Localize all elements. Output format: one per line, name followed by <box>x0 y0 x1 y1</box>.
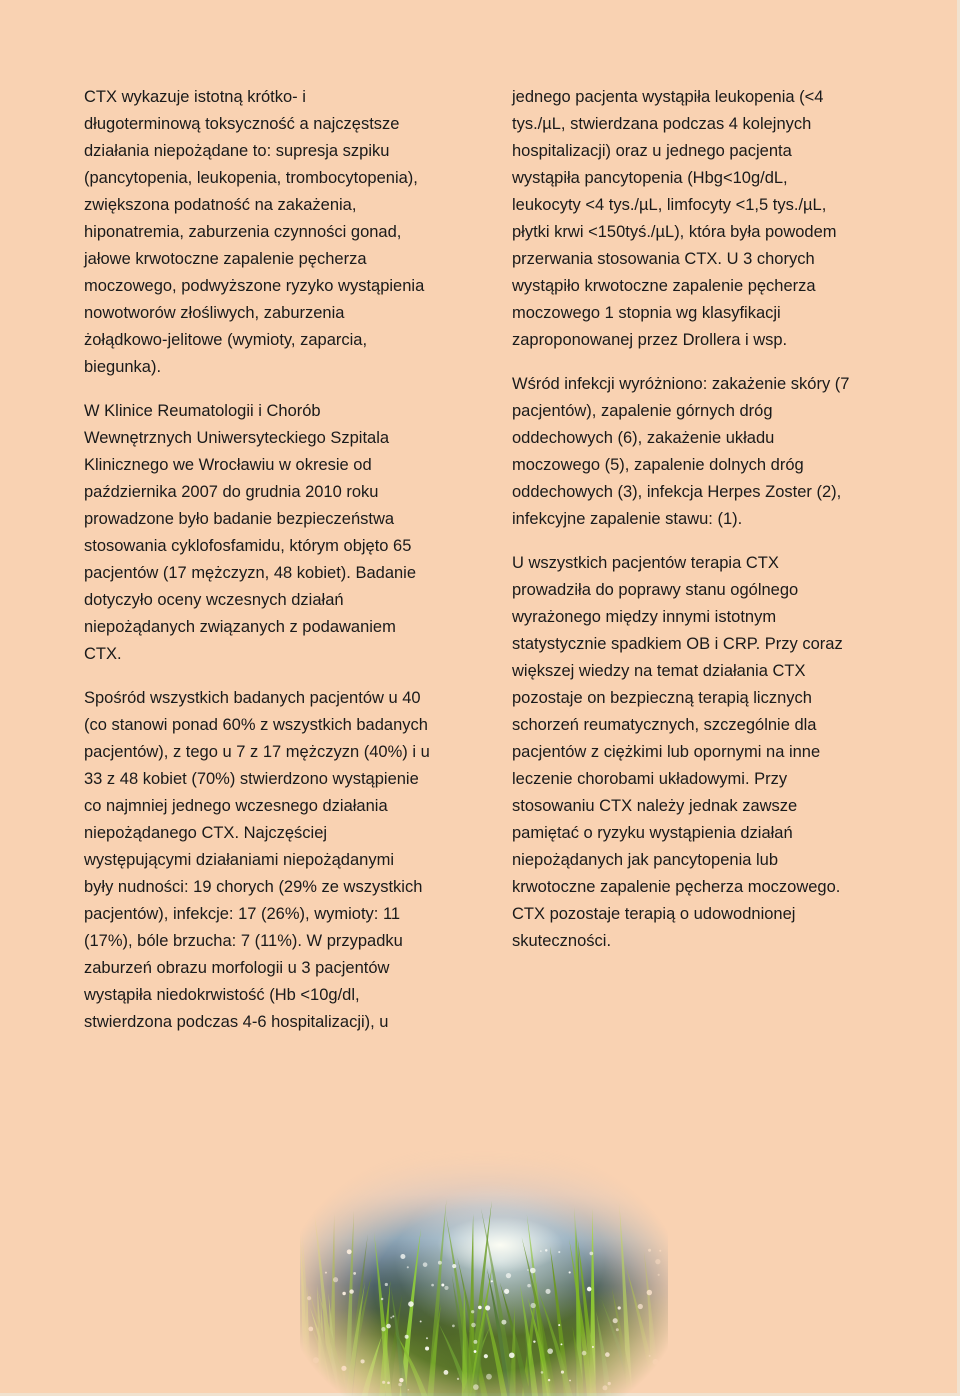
dew-drop <box>548 1379 550 1381</box>
dew-drop <box>408 1301 414 1307</box>
dew-drop <box>658 1274 660 1276</box>
dew-drop <box>478 1306 482 1310</box>
dew-drop <box>438 1261 442 1265</box>
grass-blade <box>362 1336 382 1396</box>
dew-drop <box>425 1346 429 1350</box>
paragraph-results-continued: jednego pacjenta wystąpiła leukopenia (<4 tys./µL, stwierdzana podczas 4 kolejnych hospitalizacji) oraz u jednego pacjenta wystąpiła pancytopenia (Hbg<10g/dL, leukocyty <4 tys./µL, limfocyty <1,5 tys./µL, płytki krwi <150tyś./µL), która była powodem przerwania stosowania CTX. U 3 chorych wystąpiło krwotoczne zapalenie pęcherza moczowego 1 stopnia wg klasyfikacji zaproponowanej przez Drollera i wsp. <box>512 88 837 349</box>
grass-blade <box>612 1288 633 1396</box>
dew-drop <box>486 1374 492 1380</box>
dew-drop <box>420 1320 422 1322</box>
dew-drop <box>353 1272 356 1275</box>
paragraph-study-results: Spośród wszystkich badanych pacjentów u 40 (co stanowi ponad 60% z wszystkich badanych pacjentów), z tego u 7 z 17 mężczyzn (40%) i u 33 z 48 kobiet (70%) stwierdzono wystąpienie co najmniej jednego wczesnego działania niepożądanego CTX. Najczęściej występującymi działaniami niepożądanymi były nudności: 19 chorych (29% ze wszystkich pacjentów), infekcje: 17 (26%), wymioty: 11 (17%), bóle brzucha: 7 (11%). W przypadku zaburzeń obrazu morfologii u 3 pacjentów wystąpiła niedokrwistość (Hb <10g/dl, stwierdzona podczas 4-6 hospitalizacji), u <box>84 689 430 1031</box>
dew-drop <box>452 1324 455 1327</box>
dew-drop <box>648 1249 651 1252</box>
dew-drop <box>333 1277 338 1282</box>
dew-drop <box>405 1335 409 1339</box>
dew-drop <box>390 1317 392 1319</box>
dew-drop <box>501 1320 506 1325</box>
dew-drop <box>471 1323 476 1328</box>
dew-drop <box>444 1286 448 1290</box>
dew-drop <box>558 1324 560 1326</box>
dew-drop <box>347 1249 352 1254</box>
dew-drop <box>655 1374 658 1377</box>
dew-drop <box>655 1259 660 1264</box>
dew-drop <box>605 1352 610 1357</box>
dew-drop <box>400 1254 405 1259</box>
paragraph-ctx-toxicity: CTX wykazuje istotną krótko- i długoterminową toksyczność a najczęstsze działania niepożądane to: supresja szpiku (pancytopenia, leukopenia, trombocytopenia), zwiększona podatność na zakażenia, hiponatremia, zaburzenia czynności gonad, jałowe krwotoczne zapalenie pęcherza moczowego, podwyższone ryzyko wystąpienia nowotworów złośliwych, zaburzenia żołądkowo-jelitowe (wymioty, zaparcia, biegunka). <box>84 88 425 376</box>
paragraph-study-description: W Klinice Reumatologii i Chorób Wewnętrznych Uniwersyteckiego Szpitala Klinicznego we Wrocławiu w okresie od października 2007 do grudnia 2010 roku prowadzone było badanie bezpieczeństwa stosowania cyklofosfamidu, którym objęto 65 pacjentów (17 mężczyzn, 48 kobiet). Badanie dotyczyło oceny wczesnych działań niepożądanych związanych z podawaniem CTX. <box>84 402 417 663</box>
grass-dew-photo <box>300 1150 668 1396</box>
dew-drop <box>392 1315 394 1317</box>
dew-drop <box>382 1381 385 1384</box>
dew-drop <box>407 1266 409 1268</box>
grass-blades-illustration <box>300 1150 668 1396</box>
right-text-column <box>512 84 890 972</box>
dew-drop <box>618 1306 621 1309</box>
dew-drop <box>385 1283 388 1286</box>
dew-drop <box>423 1262 428 1267</box>
dew-drop <box>592 1346 594 1348</box>
dew-drop <box>530 1268 536 1274</box>
paragraph-infections: Wśród infekcji wyróżniono: zakażenie skóry (7 pacjentów), zapalenie górnych dróg oddechowych (6), zakażenie układu moczowego (5), zapalenie dolnych dróg oddechowych (3), infekcja Herpes Zoster (2), infekcyjne zapalenie stawu: (1). <box>512 375 850 528</box>
dew-drop <box>387 1381 390 1384</box>
dew-drop <box>444 1370 449 1375</box>
dew-drop <box>381 1298 383 1300</box>
dew-drop <box>561 1371 564 1374</box>
left-text-column <box>84 84 462 1053</box>
paragraph-conclusion: U wszystkich pacjentów terapia CTX prowadziła do poprawy stanu ogólnego wyrażonego między innymi istotnym statystycznie spadkiem OB i CRP. Przy coraz większej wiedzy na temat działania CTX pozostaje on bezpieczną terapią licznych schorzeń reumatycznych, szczególnie dla pacjentów z ciężkimi lub opornymi na inne leczenie chorobami układowymi. Przy stosowaniu CTX należy jednak zawsze pamiętać o ryzyku wystąpienia działań niepożądanych jak pancytopenia lub krwotoczne zapalenie pęcherza moczowego. CTX pozostaje terapią o udowodnionej skuteczności. <box>512 554 843 950</box>
dew-drop <box>527 1284 531 1288</box>
dew-drop <box>457 1378 459 1380</box>
dew-drop <box>325 1272 327 1274</box>
dew-drop <box>452 1264 456 1268</box>
dew-drop <box>408 1389 410 1391</box>
dew-drop <box>582 1351 587 1356</box>
dew-drop <box>533 1340 535 1342</box>
dew-drop <box>361 1359 365 1363</box>
dew-drop <box>381 1327 385 1331</box>
dew-drop <box>545 1249 547 1251</box>
dew-drop <box>558 1251 560 1253</box>
dew-drop <box>474 1350 477 1353</box>
dew-drop <box>547 1348 553 1354</box>
dew-drop <box>509 1352 515 1358</box>
dew-drop <box>341 1366 346 1371</box>
dew-drop <box>485 1305 490 1310</box>
dew-drop <box>545 1289 550 1294</box>
dew-drop <box>561 1343 563 1345</box>
grass-blade <box>428 1199 447 1396</box>
dew-drop <box>602 1385 607 1390</box>
dew-drop <box>386 1324 391 1329</box>
dew-drop <box>613 1318 618 1323</box>
dew-drop <box>471 1310 474 1313</box>
dew-drop <box>484 1354 488 1358</box>
dew-drop <box>349 1289 353 1293</box>
dew-drop <box>473 1384 479 1390</box>
dew-drop <box>531 1303 536 1308</box>
dew-drop <box>541 1371 544 1374</box>
dew-drop <box>342 1292 345 1295</box>
dew-drop <box>540 1250 542 1252</box>
dew-drop <box>491 1280 493 1282</box>
dew-drop <box>308 1327 313 1332</box>
dew-drop <box>653 1359 659 1365</box>
dew-drop <box>441 1283 444 1286</box>
dew-drop <box>589 1252 593 1256</box>
grass-blade <box>550 1247 570 1396</box>
dew-drop <box>506 1273 511 1278</box>
dew-drop <box>608 1382 611 1385</box>
dew-drop <box>616 1328 619 1331</box>
dew-drop <box>638 1304 643 1309</box>
dew-drop <box>569 1271 571 1273</box>
dew-drop <box>399 1378 403 1382</box>
dew-drop <box>398 1383 402 1387</box>
dew-drop <box>307 1296 311 1300</box>
dew-drop <box>504 1289 509 1294</box>
dew-drop <box>587 1287 592 1292</box>
dew-drop <box>431 1284 434 1287</box>
dew-drop <box>527 1269 529 1271</box>
dew-drop <box>659 1250 661 1252</box>
dew-drop <box>313 1357 319 1363</box>
dew-drop <box>426 1337 428 1339</box>
dew-drop <box>473 1340 477 1344</box>
dew-drop <box>658 1386 661 1389</box>
dew-drop <box>569 1380 571 1382</box>
dew-drop <box>647 1290 652 1295</box>
dew-drop <box>649 1355 651 1357</box>
